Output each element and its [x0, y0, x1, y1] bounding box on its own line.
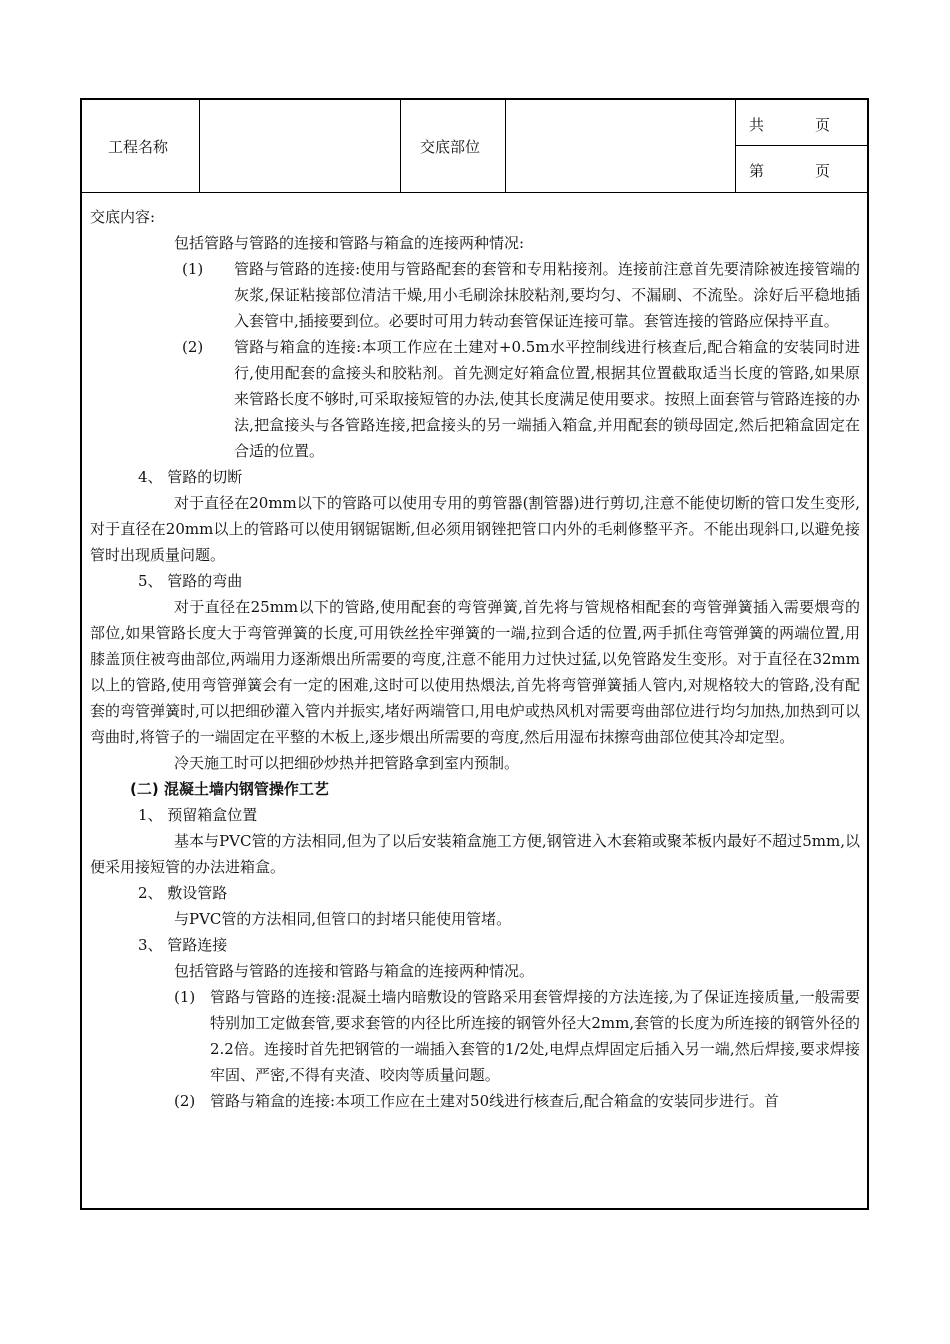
section-paragraph: 冷天施工时可以把细砂炒热并把管路拿到室内预制。 [174, 754, 520, 772]
content-heading: 交底内容: [90, 208, 156, 226]
grid-divider [400, 100, 401, 192]
section-paragraph: 包括管路与管路的连接和管路与箱盒的连接两种情况。 [174, 962, 535, 980]
list-item-number: (2) [182, 338, 204, 356]
section-title: 1、 预留箱盒位置 [138, 806, 258, 824]
list-item-number: (1) [174, 988, 196, 1006]
section-title: 3、 管路连接 [138, 936, 228, 954]
grid-divider [735, 145, 869, 146]
section-paragraph: 与PVC管的方法相同,但管口的封堵只能使用管堵。 [174, 910, 512, 928]
location-label: 交底部位 [420, 138, 481, 156]
intro-paragraph: 包括管路与管路的连接和管路与箱盒的连接两种情况: [174, 234, 525, 252]
grid-divider [199, 100, 200, 192]
total-pages-prefix: 共 [749, 116, 765, 134]
list-item-number: (1) [182, 260, 204, 278]
page-number-suffix: 页 [815, 162, 831, 180]
grid-divider [735, 100, 736, 192]
header-bottom-line [82, 192, 869, 193]
part-title: (二) 混凝土墙内钢管操作工艺 [130, 780, 329, 798]
section-title: 2、 敷设管路 [138, 884, 228, 902]
list-item [90, 334, 860, 464]
page-number-prefix: 第 [749, 162, 765, 180]
list-item [90, 1088, 860, 1114]
section-title: 4、 管路的切断 [138, 468, 243, 486]
section-title: 5、 管路的弯曲 [138, 572, 243, 590]
section-paragraph: 对于直径在25mm以下的管路,使用配套的弯管弹簧,首先将与管规格相配套的弯管弹簧插入需要煨弯的部位,如果管路长度大于弯管弹簧的长度,可用铁丝拴牢弹簧的一端,拉到合适的位置,两手抓住弯管弹簧的两端位置,用膝盖顶住被弯曲部位,两端用力逐渐煨出所需要的弯度,注意不能用力过快过猛,以免管路发生变形。对于直径在32mm以上的管路,使用弯管弹簧会有一定的困难,这时可以使用热煨法,首先将弯管弹簧插人管内,对规格较大的管路,没有配套的弯管弹簧时,可以把细砂灌入管内并振实,堵好两端管口,用电炉或热风机对需要弯曲部位进行均匀加热,加热到可以弯曲时,将管子的一端固定在平整的木板上,逐步煨出所需要的弯度,然后用湿布抹擦弯曲部位使其冷却定型。 [90, 598, 860, 746]
disclosure-form [80, 98, 869, 1210]
project-name-label: 工程名称 [108, 138, 169, 156]
list-item [90, 256, 860, 334]
list-item [90, 984, 860, 1088]
list-item-number: (2) [174, 1092, 196, 1110]
grid-divider [505, 100, 506, 192]
list-item-text: 管路与管路的连接:使用与管路配套的套管和专用粘接剂。连接前注意首先要清除被连接管端的灰浆,保证粘接部位清洁干燥,用小毛刷涂抹胶粘剂,要均匀、不漏刷、不流坠。涂好后平稳地插入套管中,插接要到位。必要时可用力转动套管保证连接可靠。套管连接的管路应保持平直。 [234, 260, 860, 330]
disclosure-content [90, 198, 860, 1114]
list-item-text: 管路与箱盒的连接:本项工作应在土建对50线进行核查后,配合箱盒的安装同步进行。首 [210, 1092, 779, 1110]
section-paragraph: 对于直径在20mm以下的管路可以使用专用的剪管器(割管器)进行剪切,注意不能使切断的管口发生变形,对于直径在20mm以上的管路可以使用钢锯锯断,但必须用钢锉把管口内外的毛刺修整平齐。不能出现斜口,以避免接管时出现质量问题。 [90, 494, 860, 564]
list-item-text: 管路与管路的连接:混凝土墙内暗敷设的管路采用套管焊接的方法连接,为了保证连接质量,一般需要特别加工定做套管,要求套管的内径比所连接的钢管外径大2mm,套管的长度为所连接的钢管外径的2.2倍。连接时首先把钢管的一端插入套管的1/2处,电焊点焊固定后插入另一端,然后焊接,要求焊接牢固、严密,不得有夹渣、咬肉等质量问题。 [210, 988, 860, 1084]
list-item-text: 管路与箱盒的连接:本项工作应在土建对+0.5m水平控制线进行核查后,配合箱盒的安装同时进行,使用配套的盒接头和胶粘剂。首先测定好箱盒位置,根据其位置截取适当长度的管路,如果原来管路长度不够时,可采取接短管的办法,使其长度满足使用要求。按照上面套管与管路连接的办法,把盒接头与各管路连接,把盒接头的另一端插入箱盒,并用配套的锁母固定,然后把箱盒固定在合适的位置。 [234, 338, 860, 460]
section-paragraph: 基本与PVC管的方法相同,但为了以后安装箱盒施工方便,钢管进入木套箱或聚苯板内最好不超过5mm,以便采用接短管的办法进箱盒。 [90, 832, 860, 876]
total-pages-suffix: 页 [815, 116, 831, 134]
